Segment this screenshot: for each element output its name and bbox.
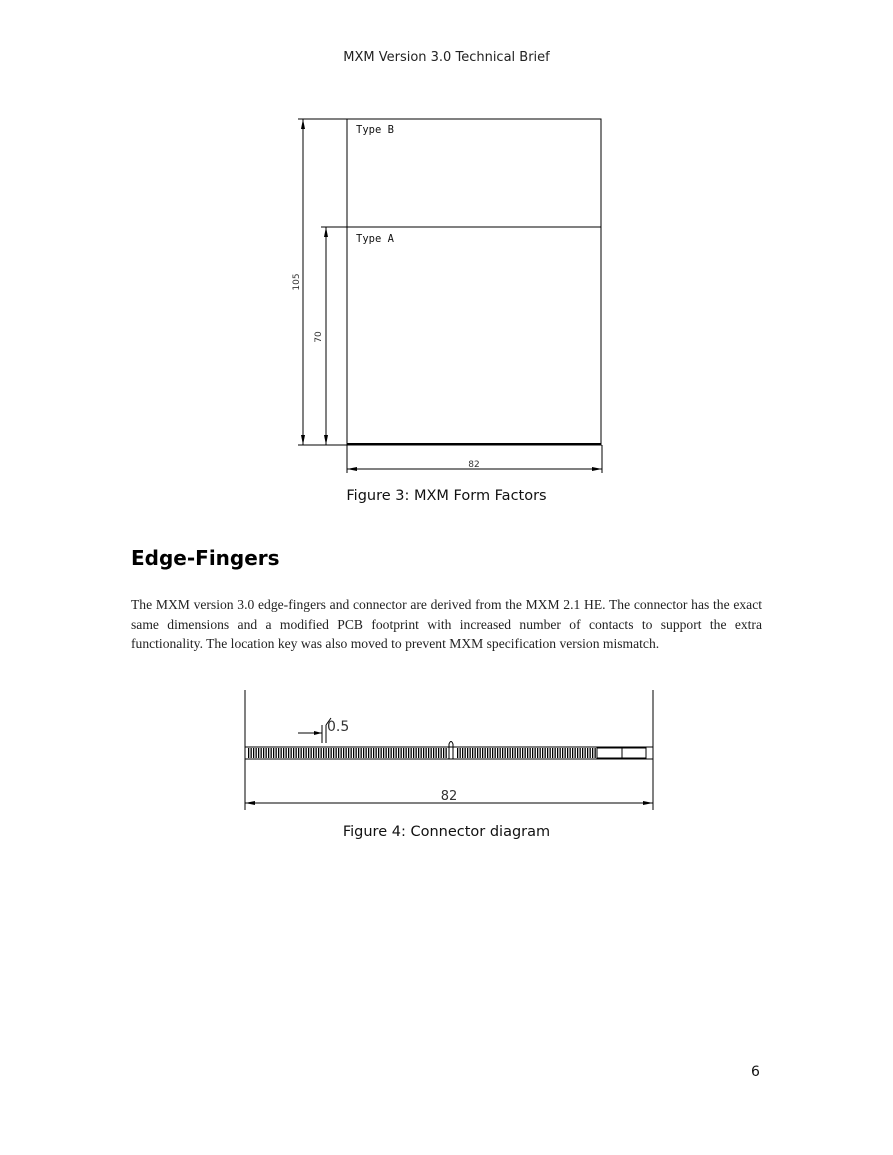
edge-finger-pin bbox=[438, 748, 439, 758]
edge-finger-pins-right bbox=[457, 748, 596, 758]
edge-finger-pin bbox=[373, 748, 374, 758]
edge-finger-pin bbox=[411, 748, 412, 758]
edge-finger-pin bbox=[338, 748, 339, 758]
type-a-label: Type A bbox=[356, 233, 394, 245]
edge-finger-pin bbox=[540, 748, 541, 758]
edge-finger-pin bbox=[572, 748, 573, 758]
section-heading: Edge-Fingers bbox=[131, 546, 280, 570]
edge-finger-pin bbox=[386, 748, 387, 758]
edge-finger-pin bbox=[467, 748, 468, 758]
edge-finger-pin bbox=[520, 748, 521, 758]
edge-finger-pin bbox=[542, 748, 543, 758]
edge-finger-pin bbox=[497, 748, 498, 758]
edge-finger-pin bbox=[428, 748, 429, 758]
edge-finger-pin bbox=[256, 748, 257, 758]
edge-finger-pin bbox=[585, 748, 586, 758]
edge-finger-pin bbox=[321, 748, 322, 758]
edge-finger-pin bbox=[296, 748, 297, 758]
edge-finger-pin bbox=[406, 748, 407, 758]
dimension-0-5: 0.5 bbox=[327, 719, 350, 735]
edge-finger-pin bbox=[298, 748, 299, 758]
edge-finger-pin bbox=[271, 748, 272, 758]
connector-diagram bbox=[240, 685, 660, 815]
edge-finger-pin bbox=[510, 748, 511, 758]
edge-finger-pin bbox=[388, 748, 389, 758]
edge-finger-pin bbox=[552, 748, 553, 758]
edge-finger-pin bbox=[326, 748, 327, 758]
edge-finger-pin bbox=[545, 748, 546, 758]
edge-finger-pin bbox=[470, 748, 471, 758]
edge-finger-pin bbox=[398, 748, 399, 758]
edge-finger-pin bbox=[582, 748, 583, 758]
edge-finger-pin bbox=[560, 748, 561, 758]
edge-finger-pin bbox=[358, 748, 359, 758]
edge-finger-pin bbox=[500, 748, 501, 758]
edge-finger-pin bbox=[416, 748, 417, 758]
edge-finger-pin bbox=[595, 748, 596, 758]
edge-finger-pin bbox=[527, 748, 528, 758]
edge-finger-pin bbox=[580, 748, 581, 758]
dimension-82: 82 bbox=[468, 460, 480, 470]
edge-finger-pin bbox=[348, 748, 349, 758]
edge-finger-pin bbox=[517, 748, 518, 758]
edge-finger-pin bbox=[401, 748, 402, 758]
edge-finger-pin bbox=[480, 748, 481, 758]
edge-finger-pin bbox=[433, 748, 434, 758]
edge-finger-pin bbox=[472, 748, 473, 758]
edge-finger-pin bbox=[537, 748, 538, 758]
edge-finger-pin bbox=[592, 748, 593, 758]
edge-finger-pin bbox=[276, 748, 277, 758]
figure-4-caption: Figure 4: Connector diagram bbox=[342, 824, 551, 840]
edge-finger-pin bbox=[341, 748, 342, 758]
edge-finger-pin bbox=[570, 748, 571, 758]
edge-finger-pin bbox=[590, 748, 591, 758]
edge-finger-pin bbox=[393, 748, 394, 758]
edge-finger-pin bbox=[413, 748, 414, 758]
edge-finger-pin bbox=[532, 748, 533, 758]
form-factor-diagram bbox=[280, 110, 620, 480]
edge-finger-pin bbox=[485, 748, 486, 758]
page-number: 6 bbox=[751, 1064, 760, 1080]
edge-finger-pin bbox=[268, 748, 269, 758]
edge-finger-pin bbox=[487, 748, 488, 758]
edge-finger-pin bbox=[343, 748, 344, 758]
dimension-70: 70 bbox=[314, 331, 324, 343]
edge-finger-pin bbox=[507, 748, 508, 758]
edge-finger-pin bbox=[567, 748, 568, 758]
edge-finger-pin bbox=[426, 748, 427, 758]
edge-finger-pin bbox=[443, 748, 444, 758]
edge-finger-pin bbox=[316, 748, 317, 758]
edge-finger-pin bbox=[492, 748, 493, 758]
edge-finger-pin bbox=[462, 748, 463, 758]
edge-finger-pin bbox=[381, 748, 382, 758]
edge-finger-pin bbox=[490, 748, 491, 758]
edge-finger-pin bbox=[557, 748, 558, 758]
edge-finger-pin bbox=[323, 748, 324, 758]
edge-finger-pin bbox=[403, 748, 404, 758]
edge-finger-pin bbox=[565, 748, 566, 758]
edge-finger-pin bbox=[286, 748, 287, 758]
edge-finger-pin bbox=[351, 748, 352, 758]
edge-finger-pin bbox=[353, 748, 354, 758]
edge-finger-pin bbox=[318, 748, 319, 758]
edge-finger-pin bbox=[363, 748, 364, 758]
edge-finger-pin bbox=[378, 748, 379, 758]
edge-finger-pin bbox=[376, 748, 377, 758]
edge-finger-pin bbox=[336, 748, 337, 758]
edge-finger-pin bbox=[457, 748, 458, 758]
edge-finger-pin bbox=[331, 748, 332, 758]
edge-finger-pin bbox=[248, 748, 249, 758]
edge-finger-pin bbox=[311, 748, 312, 758]
edge-finger-pin bbox=[281, 748, 282, 758]
edge-finger-pin bbox=[356, 748, 357, 758]
dimension-105: 105 bbox=[292, 273, 302, 291]
edge-finger-pin bbox=[288, 748, 289, 758]
edge-finger-pin bbox=[418, 748, 419, 758]
edge-finger-pin bbox=[525, 748, 526, 758]
connector-end-cell bbox=[622, 748, 646, 758]
page-header: MXM Version 3.0 Technical Brief bbox=[343, 50, 550, 65]
edge-finger-pin bbox=[368, 748, 369, 758]
edge-finger-pin bbox=[266, 748, 267, 758]
edge-finger-pin bbox=[303, 748, 304, 758]
edge-finger-pin bbox=[512, 748, 513, 758]
edge-finger-pin bbox=[371, 748, 372, 758]
dimension-82: 82 bbox=[440, 789, 458, 804]
edge-finger-pin bbox=[251, 748, 252, 758]
edge-finger-pin bbox=[465, 748, 466, 758]
edge-finger-pin bbox=[253, 748, 254, 758]
edge-finger-pins-left bbox=[248, 748, 447, 758]
edge-finger-pin bbox=[361, 748, 362, 758]
edge-finger-pin bbox=[515, 748, 516, 758]
edge-finger-pin bbox=[502, 748, 503, 758]
edge-finger-pin bbox=[522, 748, 523, 758]
figure-3-caption: Figure 3: MXM Form Factors bbox=[346, 488, 547, 504]
edge-finger-pin bbox=[293, 748, 294, 758]
connector-end-cell bbox=[597, 748, 622, 758]
edge-finger-pin bbox=[431, 748, 432, 758]
edge-finger-pin bbox=[366, 748, 367, 758]
edge-finger-pin bbox=[575, 748, 576, 758]
edge-finger-pin bbox=[306, 748, 307, 758]
edge-finger-pin bbox=[261, 748, 262, 758]
edge-finger-pin bbox=[301, 748, 302, 758]
edge-finger-pin bbox=[495, 748, 496, 758]
edge-finger-pin bbox=[555, 748, 556, 758]
edge-finger-pin bbox=[283, 748, 284, 758]
type-b-outline bbox=[347, 119, 601, 445]
edge-finger-pin bbox=[258, 748, 259, 758]
edge-finger-pin bbox=[333, 748, 334, 758]
edge-finger-pin bbox=[263, 748, 264, 758]
edge-finger-pin bbox=[562, 748, 563, 758]
edge-finger-pin bbox=[477, 748, 478, 758]
location-key bbox=[449, 742, 453, 760]
edge-finger-pin bbox=[423, 748, 424, 758]
edge-finger-pin bbox=[391, 748, 392, 758]
edge-finger-pin bbox=[313, 748, 314, 758]
edge-finger-pin bbox=[460, 748, 461, 758]
edge-finger-pin bbox=[396, 748, 397, 758]
edge-finger-pin bbox=[278, 748, 279, 758]
edge-finger-pin bbox=[408, 748, 409, 758]
edge-finger-pin bbox=[475, 748, 476, 758]
edge-finger-pin bbox=[550, 748, 551, 758]
edge-finger-pin bbox=[436, 748, 437, 758]
body-paragraph: The MXM version 3.0 edge-fingers and connector are derived from the MXM 2.1 HE. The connector has the exact same dimensions and a modified PCB footprint with increased number of contacts to support the extra functionality. The location key was also moved to prevent MXM specification version mismatch. bbox=[131, 597, 762, 652]
edge-finger-pin bbox=[530, 748, 531, 758]
edge-finger-pin bbox=[587, 748, 588, 758]
edge-finger-pin bbox=[535, 748, 536, 758]
edge-finger-pin bbox=[328, 748, 329, 758]
edge-finger-pin bbox=[273, 748, 274, 758]
type-b-label: Type B bbox=[356, 124, 394, 136]
edge-finger-pin bbox=[446, 748, 447, 758]
edge-finger-pin bbox=[547, 748, 548, 758]
edge-finger-pin bbox=[421, 748, 422, 758]
edge-finger-pin bbox=[441, 748, 442, 758]
edge-finger-pin bbox=[346, 748, 347, 758]
edge-finger-pin bbox=[577, 748, 578, 758]
edge-finger-pin bbox=[308, 748, 309, 758]
edge-finger-pin bbox=[505, 748, 506, 758]
edge-finger-pin bbox=[482, 748, 483, 758]
edge-finger-pin bbox=[291, 748, 292, 758]
edge-finger-pin bbox=[383, 748, 384, 758]
